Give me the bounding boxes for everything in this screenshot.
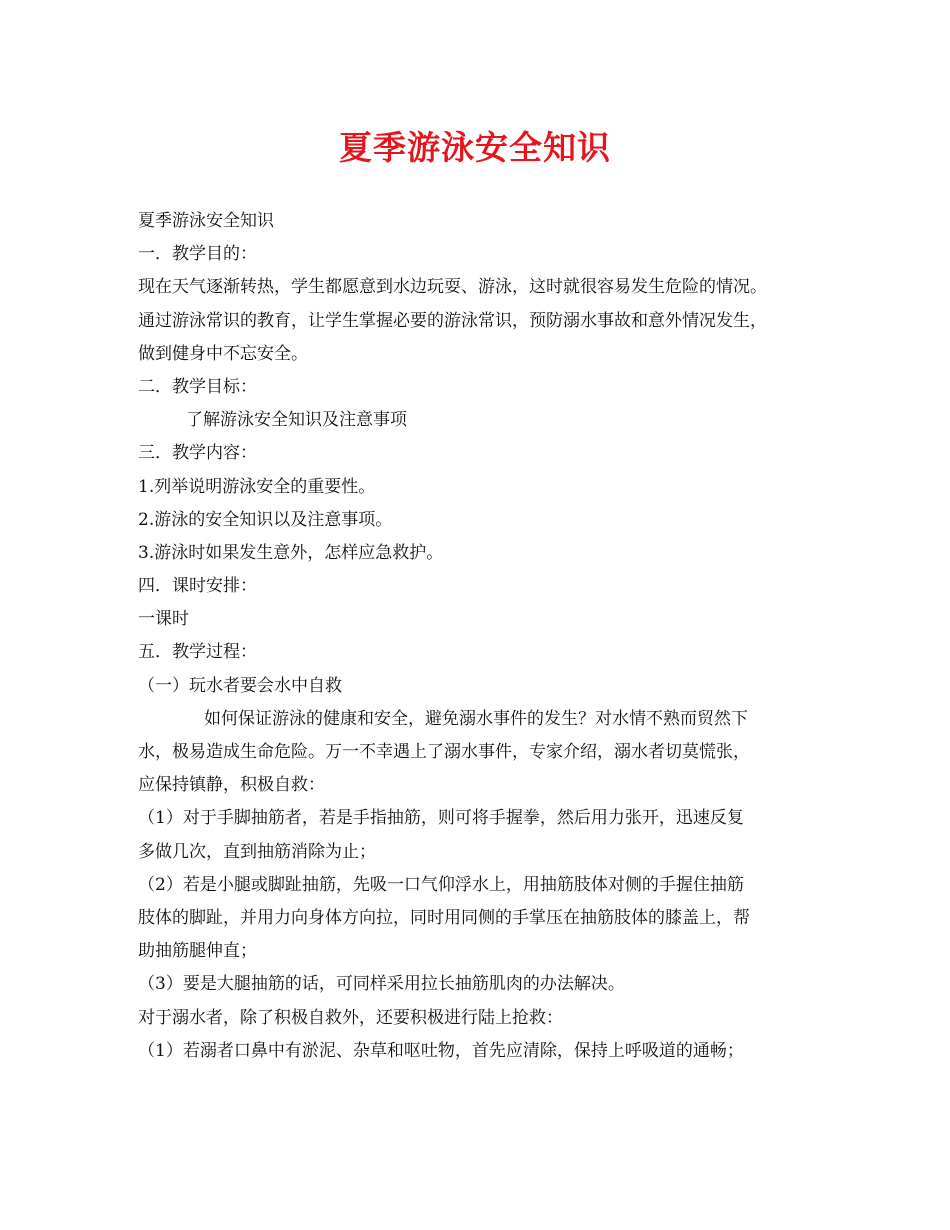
paragraph-line: 二．教学目标： — [138, 376, 257, 397]
document-body — [138, 205, 838, 1068]
paragraph-line: （1）若溺者口鼻中有淤泥、杂草和呕吐物，首先应清除，保持上呼吸道的通畅； — [138, 1040, 744, 1061]
paragraph-line: 多做几次，直到抽筋消除为止； — [138, 841, 376, 862]
paragraph-line: 1.列举说明游泳安全的重要性。 — [138, 476, 376, 497]
paragraph-line: 现在天气逐渐转热，学生都愿意到水边玩耍、游泳，这时就很容易发生危险的情况。 — [138, 277, 767, 298]
paragraph-line: 一．教学目的： — [138, 244, 257, 265]
paragraph-line: 2.游泳的安全知识以及注意事项。 — [138, 509, 393, 530]
paragraph-line: 应保持镇静，积极自救： — [138, 775, 325, 796]
paragraph-line: 三．教学内容： — [138, 443, 257, 464]
paragraph-line: 如何保证游泳的健康和安全，避免溺水事件的发生？对水情不熟而贸然下 — [204, 708, 748, 729]
paragraph-line: 一课时 — [138, 609, 189, 630]
paragraph-line: 对于溺水者，除了积极自救外，还要积极进行陆上抢救： — [138, 1007, 563, 1028]
paragraph-line: 肢体的脚趾，并用力向身体方向拉，同时用同侧的手掌压在抽筋肢体的膝盖上，帮 — [138, 907, 750, 928]
paragraph-line: 3.游泳时如果发生意外，怎样应急救护。 — [138, 542, 444, 563]
paragraph-line: （2）若是小腿或脚趾抽筋，先吸一口气仰浮水上，用抽筋肢体对侧的手握住抽筋 — [138, 874, 744, 895]
page-title: 夏季游泳安全知识 — [339, 128, 611, 167]
paragraph-line: （1）对于手脚抽筋者，若是手指抽筋，则可将手握拳，然后用力张开，迅速反复 — [138, 808, 744, 829]
paragraph-line: 做到健身中不忘安全。 — [138, 343, 308, 364]
paragraph-line: 五．教学过程： — [138, 642, 257, 663]
paragraph-line: 水，极易造成生命危险。万一不幸遇上了溺水事件，专家介绍，溺水者切莫慌张， — [138, 742, 750, 762]
paragraph-line: （3）要是大腿抽筋的话，可同样采用拉长抽筋肌肉的办法解决。 — [138, 974, 625, 995]
paragraph-line: 通过游泳常识的教育，让学生掌握必要的游泳常识，预防溺水事故和意外情况发生， — [138, 310, 767, 331]
paragraph-line: 助抽筋腿伸直； — [138, 941, 257, 962]
paragraph-line: 四．课时安排： — [138, 576, 257, 597]
paragraph-line: （一）玩水者要会水中自救 — [138, 675, 342, 696]
paragraph-line: 了解游泳安全知识及注意事项 — [186, 410, 407, 431]
paragraph-line: 夏季游泳安全知识 — [138, 211, 274, 231]
